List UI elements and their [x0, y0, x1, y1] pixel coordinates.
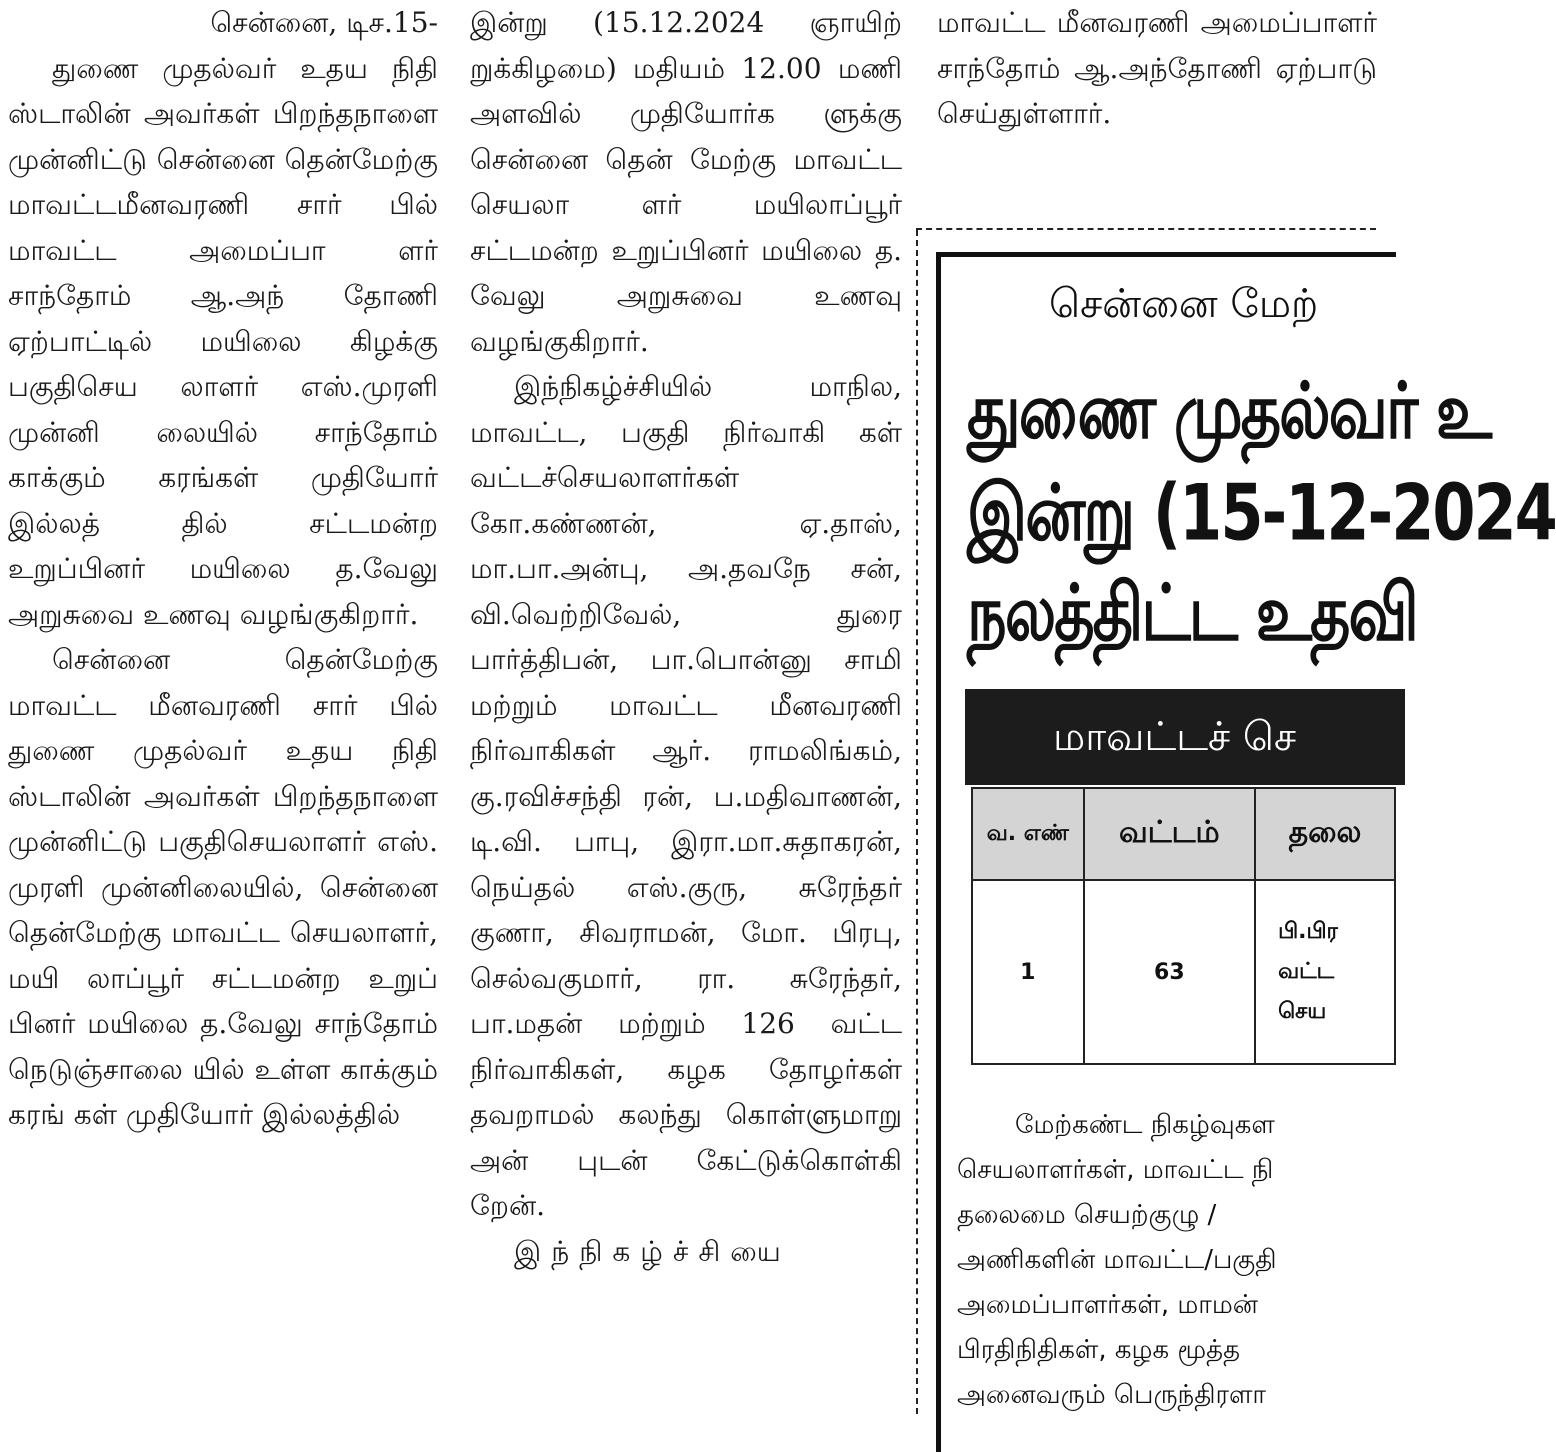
ad-subtitle: சென்னை மேற்	[1049, 281, 1319, 327]
table-header-vattam: வட்டம்	[1084, 788, 1255, 880]
advertisement-box	[936, 252, 1556, 1452]
dashed-border-top	[916, 228, 1376, 230]
ad-text-line: அமைப்பாளர்கள், மாமன்	[957, 1290, 1259, 1320]
table-row	[972, 880, 1395, 1064]
ad-text-line: செயலாளர்கள், மாவட்ட நி	[957, 1155, 1274, 1185]
table-header-sno: வ. எண்	[972, 788, 1084, 880]
paragraph: இந்நிகழ்ச்சியில் மாநில, மாவட்ட, பகுதி நிர்வாகி கள் வட்டச்செயலாளர்கள் கோ.கண்ணன், ஏ.தாஸ், மா.பா.அன்பு, அ.தவநே சன், வி.வெற்றிவேல், துரை பார்த்திபன், பா.பொன்னு சாமி மற்றும் மாவட்ட மீனவரணி நிர்வாகிகள் ஆர். ராமலிங்கம், கு.ரவிச்சந்தி ரன், ப.மதிவாணன், டி.வி. பாபு, இரா.மா.சுதாகரன், நெய்தல் எஸ்.குரு, சுரேந்தர் குணா, சிவராமன், மோ. பிரபு, செல்வகுமார், ரா. சுரேந்தர், பா.மதன் மற்றும் 126 வட்ட நிர்வாகிகள், கழக தோழர்கள் தவறாமல் கலந்து கொள்ளுமாறு அன் புடன் கேட்டுக்கொள்கி றேன்.	[470, 370, 902, 1222]
ad-text-line: பிரதிநிதிகள், கழக மூத்த	[957, 1335, 1241, 1365]
cell-line: பி.பிர	[1278, 919, 1338, 944]
ad-headline-line: இன்று (15-12-2024	[967, 467, 1556, 559]
paragraph: இன்று (15.12.2024 ஞாயிற் றுக்கிழமை) மதியம் 12.00 மணி அளவில் முதியோர்க ளுக்கு சென்னை தென் மேற்கு மாவட்ட செயலா ளர் மயிலாப்பூர் சட்டமன்ற உறுப்பினர் மயிலை த. வேலு அறுசுவை உணவு வழங்குகிறார்.	[470, 6, 902, 358]
cell-line: செய	[1278, 999, 1327, 1024]
ad-section-bar: மாவட்டச் செ	[965, 689, 1405, 785]
article-column-2	[470, 0, 902, 1274]
table-header-row	[972, 788, 1395, 880]
ad-table	[971, 787, 1396, 1065]
ad-text-line: மேற்கண்ட நிகழ்வுகள	[1015, 1110, 1275, 1140]
ad-text-line: தலைமை செயற்குழு /	[957, 1200, 1217, 1230]
table-cell-vattam: 63	[1084, 880, 1255, 1064]
ad-text-line: அனைவரும் பெருந்திரளா	[957, 1380, 1267, 1410]
cell-line: வட்ட	[1278, 959, 1335, 984]
table-header-head: தலை	[1255, 788, 1395, 880]
paragraph: மாவட்ட மீனவரணி அமைப்பாளர் சாந்தோம் ஆ.அந்தோணி ஏற்பாடு செய்துள்ளார்.	[937, 6, 1377, 130]
table-cell-head	[1255, 880, 1395, 1064]
paragraph: சென்னை தென்மேற்கு மாவட்ட மீனவரணி சார் பில் துணை முதல்வர் உதய நிதி ஸ்டாலின் அவர்கள் பிறந்தநாளை முன்னிட்டு பகுதிசெயலாளர் எஸ். முரளி முன்னிலையில், சென்னை தென்மேற்கு மாவட்ட செயலாளர், மயி லாப்பூர் சட்டமன்ற உறுப் பினர் மயிலை த.வேலு சாந்தோம் நெடுஞ்சாலை யில் உள்ள காக்கும் கரங் கள் முதியோர் இல்லத்தில்	[8, 643, 438, 1131]
article-column-1	[8, 0, 438, 1138]
ad-text-line: அணிகளின் மாவட்ட/பகுதி	[957, 1245, 1277, 1275]
dateline: சென்னை, டிச.15-	[210, 6, 438, 39]
ad-headline-line: துணை முதல்வர் உ	[967, 365, 1491, 457]
dashed-border-left	[916, 230, 918, 1414]
article-column-3	[937, 0, 1377, 137]
paragraph: துணை முதல்வர் உதய நிதி ஸ்டாலின் அவர்கள் பிறந்தநாளை முன்னிட்டு சென்னை தென்மேற்கு மாவட்டமீனவரணி சார் பில் மாவட்ட அமைப்பா ளர் சாந்தோம் ஆ.அந் தோணி ஏற்பாட்டில் மயிலை கிழக்கு பகுதிசெய லாளர் எஸ்.முரளி முன்னி லையில் சாந்தோம் காக்கும் கரங்கள் முதியோர் இல்லத் தில் சட்டமன்ற உறுப்பினர் மயிலை த.வேலு அறுசுவை உணவு வழங்குகிறார்.	[8, 51, 438, 631]
paragraph: இந்நிகழ்ச்சியை	[514, 1234, 791, 1268]
ad-headline-line: நலத்திட்ட உதவி	[967, 567, 1417, 659]
table-cell-sno: 1	[972, 880, 1084, 1064]
ad-body-text	[957, 1103, 1477, 1418]
